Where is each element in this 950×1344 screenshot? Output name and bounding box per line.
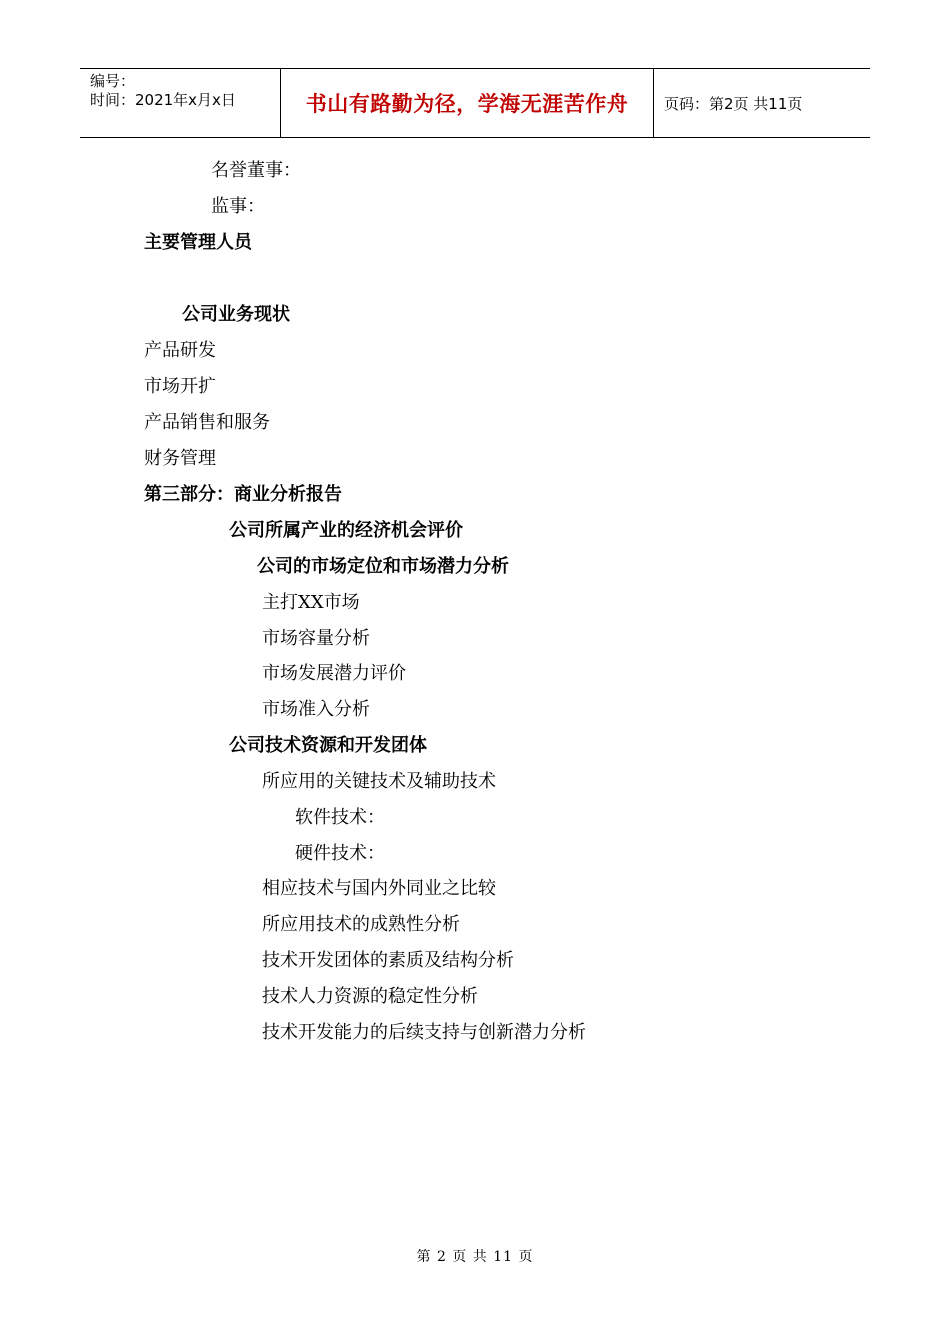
list-item: 技术开发能力的后续支持与创新潜力分析 [262,1022,586,1043]
supervisor-line: 监事： [211,196,265,217]
list-item: 市场开扩 [144,376,216,397]
header-page-cell [654,69,870,137]
list-item: 市场容量分析 [262,628,370,649]
honorary-director-line: 名誉董事： [211,160,301,181]
list-item: 硬件技术： [295,843,385,864]
section-heading-business-status: 公司业务现状 [182,304,290,325]
list-item: 技术人力资源的稳定性分析 [262,986,478,1007]
list-item: 软件技术： [295,807,385,828]
header-meta-cell [80,69,281,137]
list-item: 技术开发团体的素质及结构分析 [262,950,514,971]
list-item: 市场准入分析 [262,699,370,720]
header-motto: 书山有路勤为径，学海无涯苦作舟 [305,92,629,116]
section-heading-management: 主要管理人员 [144,232,252,253]
list-item: 产品研发 [144,340,216,361]
header-page-info: 页码：第2页 共11页 [664,94,803,113]
list-item: 所应用技术的成熟性分析 [262,914,460,935]
list-item: 相应技术与国内外同业之比较 [262,878,496,899]
list-item: 财务管理 [144,448,216,469]
list-item: 市场发展潜力评价 [262,663,406,684]
time-label: 时间：2021年x月x日 [90,91,236,109]
subsection-heading-market: 公司的市场定位和市场潜力分析 [257,556,509,577]
page-footer: 第 2 页 共 11 页 [416,1249,534,1265]
subsection-heading-technology: 公司技术资源和开发团体 [229,735,427,756]
list-item: 所应用的关键技术及辅助技术 [262,771,496,792]
serial-number-label: 编号： [90,72,136,90]
document-header [80,68,870,138]
header-motto-cell [281,69,654,137]
list-item: 产品销售和服务 [144,412,270,433]
subsection-heading-industry: 公司所属产业的经济机会评价 [229,520,463,541]
part-three-heading: 第三部分：商业分析报告 [144,484,342,505]
list-item: 主打XX市场 [262,592,360,613]
